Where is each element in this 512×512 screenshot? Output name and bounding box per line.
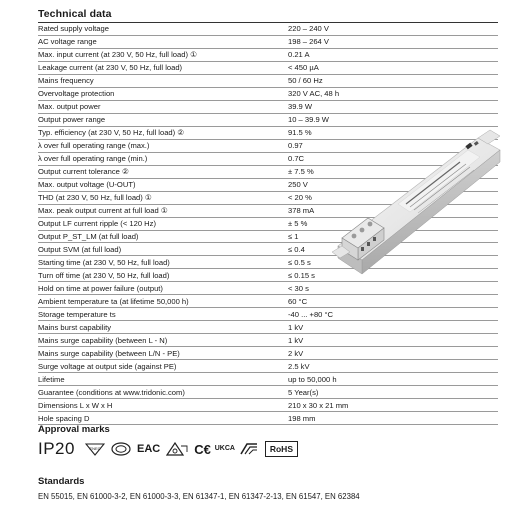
spec-value: 210 x 30 x 21 mm [288, 399, 498, 412]
spec-label: Overvoltage protection [38, 87, 288, 100]
spec-label: AC voltage range [38, 35, 288, 48]
table-row [38, 61, 498, 74]
spec-label: Ambient temperature ta (at lifetime 50,000 h) [38, 295, 288, 308]
approval-marks-heading: Approval marks [38, 424, 110, 435]
spec-label: Lifetime [38, 373, 288, 386]
spec-value: 50 / 60 Hz [288, 74, 498, 87]
spec-label: Starting time (at 230 V, 50 Hz, full load) [38, 256, 288, 269]
table-row [38, 360, 498, 373]
spec-label: Mains surge capability (between L/N - PE) [38, 347, 288, 360]
spec-label: λ over full operating range (max.) [38, 139, 288, 152]
spec-label: Output LF current ripple (< 120 Hz) [38, 217, 288, 230]
table-row [38, 347, 498, 360]
spec-label: Mains surge capability (between L - N) [38, 334, 288, 347]
spec-label: Surge voltage at output side (against PE) [38, 360, 288, 373]
weee-icon [166, 442, 188, 456]
ccc-icon [111, 442, 131, 456]
table-row [38, 113, 498, 126]
table-row [38, 334, 498, 347]
spec-value: ≤ 0.5 s [288, 256, 498, 269]
spec-label: Rated supply voltage [38, 23, 288, 35]
approval-marks-row [38, 438, 298, 460]
spec-label: Output SVM (at full load) [38, 243, 288, 256]
svg-text:ENEC: ENEC [89, 446, 101, 451]
table-row [38, 87, 498, 100]
spec-label: Leakage current (at 230 V, 50 Hz, full load) [38, 61, 288, 74]
rcm-icon [239, 442, 259, 456]
spec-value: up to 50,000 h [288, 373, 498, 386]
spec-value: 2.5 kV [288, 360, 498, 373]
spec-value: ≤ 0.15 s [288, 269, 498, 282]
spec-label: λ over full operating range (min.) [38, 152, 288, 165]
ukca-icon: UKCA [214, 445, 235, 452]
spec-value: < 20 % [288, 191, 498, 204]
spec-value: -40 ... +80 °C [288, 308, 498, 321]
spec-value: ± 7.5 % [288, 165, 498, 178]
enec-icon [85, 442, 105, 456]
spec-label: Max. output power [38, 100, 288, 113]
led-driver-product-image [328, 128, 503, 298]
spec-label: Hole spacing D [38, 412, 288, 425]
spec-value: 91.5 % [288, 126, 498, 139]
table-row [38, 35, 498, 48]
table-row [38, 74, 498, 87]
spec-label: Max. input current (at 230 V, 50 Hz, full load) ① [38, 48, 288, 61]
table-row [38, 412, 498, 425]
spec-value: ± 5 % [288, 217, 498, 230]
ce-icon: C€ [194, 441, 211, 457]
technical-data-title: Technical data [38, 8, 112, 20]
spec-value: 1 kV [288, 321, 498, 334]
spec-value: 10 – 39.9 W [288, 113, 498, 126]
spec-value: 5 Year(s) [288, 386, 498, 399]
spec-label: Dimensions L x W x H [38, 399, 288, 412]
spec-value: 250 V [288, 178, 498, 191]
spec-value: 39.9 W [288, 100, 498, 113]
spec-label: Turn off time (at 230 V, 50 Hz, full load) [38, 269, 288, 282]
table-row [38, 386, 498, 399]
table-row [38, 23, 498, 35]
spec-value: 2 kV [288, 347, 498, 360]
spec-label: Output current tolerance ② [38, 165, 288, 178]
table-row [38, 399, 498, 412]
spec-value: 220 – 240 V [288, 23, 498, 35]
spec-label: Mains frequency [38, 74, 288, 87]
spec-value: ≤ 0.4 [288, 243, 498, 256]
spec-label: Max. output voltage (U-OUT) [38, 178, 288, 191]
eac-icon: EAC [136, 443, 161, 455]
spec-label: THD (at 230 V, 50 Hz, full load) ① [38, 191, 288, 204]
spec-label: Mains burst capability [38, 321, 288, 334]
spec-label: Output power range [38, 113, 288, 126]
spec-value: 1 kV [288, 334, 498, 347]
spec-value: 378 mA [288, 204, 498, 217]
table-row [38, 100, 498, 113]
spec-value: 0.7C [288, 152, 498, 165]
ip-rating: IP20 [38, 439, 75, 458]
spec-label: Max. peak output current at full load ① [38, 204, 288, 217]
spec-value: 0.97 [288, 139, 498, 152]
standards-list: EN 55015, EN 61000-3-2, EN 61000-3-3, EN 61347-1, EN 61347-2-13, EN 61547, EN 62384 [38, 492, 360, 501]
spec-label: Hold on time at power failure (output) [38, 282, 288, 295]
spec-label: Guarantee (conditions at www.tridonic.com) [38, 386, 288, 399]
table-row [38, 321, 498, 334]
spec-value: 0.21 A [288, 48, 498, 61]
standards-heading: Standards [38, 476, 85, 487]
spec-value: 320 V AC, 48 h [288, 87, 498, 100]
spec-value: ≤ 1 [288, 230, 498, 243]
spec-value: 60 °C [288, 295, 498, 308]
table-row [38, 48, 498, 61]
table-row [38, 373, 498, 386]
spec-value: < 30 s [288, 282, 498, 295]
spec-label: Storage temperature ts [38, 308, 288, 321]
rohs-badge: RoHS [265, 441, 298, 457]
spec-value: < 450 µA [288, 61, 498, 74]
spec-value: 198 mm [288, 412, 498, 425]
spec-label: Output P_ST_LM (at full load) [38, 230, 288, 243]
spec-value: 198 – 264 V [288, 35, 498, 48]
spec-label: Typ. efficiency (at 230 V, 50 Hz, full load) ② [38, 126, 288, 139]
table-row [38, 308, 498, 321]
